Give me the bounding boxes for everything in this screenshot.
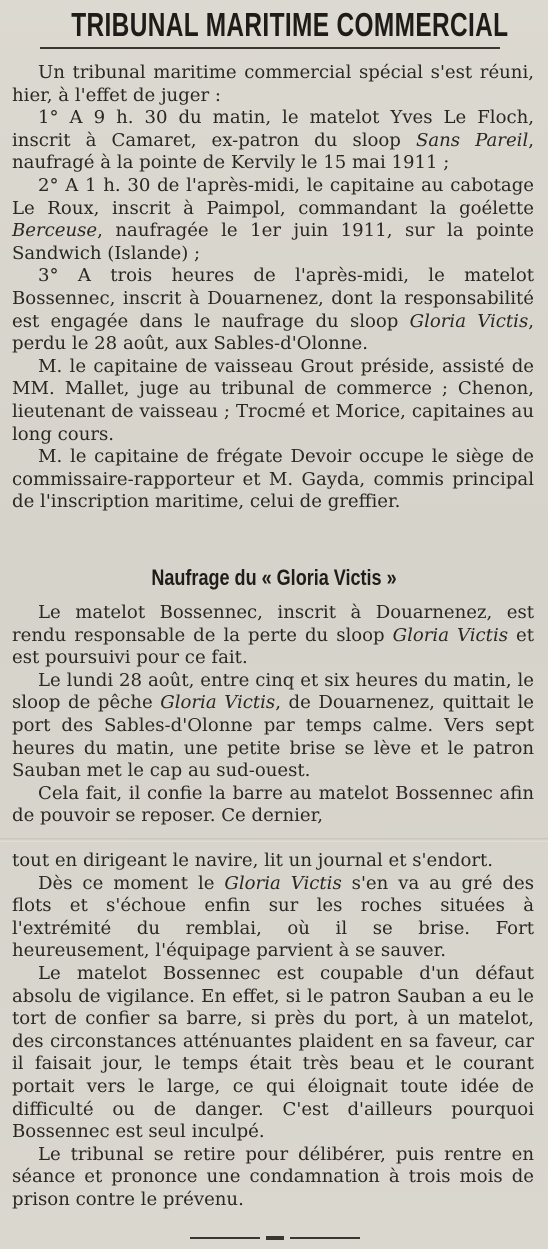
clipping-fold <box>0 838 548 842</box>
paragraph-charge: Le matelot Bossennec, inscrit à Douarnenez, est rendu responsable de la perte du sloop Gloria Victis et est poursuivi pour ce fait. <box>12 602 534 669</box>
ship-name: Sans Pareil <box>415 129 529 151</box>
article-part-1 <box>12 62 534 514</box>
paragraph-departure: Le lundi 28 août, entre cinq et six heures du matin, le sloop de pêche Gloria Victis, de Douarnenez, quittait le port des Sables-d'Olonne par temps calme. Vers sept heures du matin, une petite brise se lève et le patron Sauban met le cap au sud-ouest. <box>12 669 534 782</box>
paragraph-helm: Cela fait, il confie la barre au matelot Bossennec afin de pouvoir se reposer. Ce dernier, <box>12 782 534 827</box>
ship-name: Gloria Victis <box>409 310 529 332</box>
ship-name: Berceuse <box>12 220 98 242</box>
ship-name: Gloria Victis <box>392 624 509 646</box>
paragraph-intro: Un tribunal maritime commercial spécial s'est réuni, hier, à l'effet de juger : <box>12 62 534 106</box>
paragraph-commissioner: M. le capitaine de frégate Devoir occupe le siège de commissaire-rapporteur et M. Gayda, commis principal de l'inscription maritime, celui de greffier. <box>12 446 534 513</box>
article-headline: TRIBUNAL MARITIME COMMERCIAL <box>71 6 509 43</box>
paragraph-continuation: tout en dirigeant le navire, lit un journal et s'endort. <box>12 850 494 871</box>
paragraph-president: M. le capitaine de vaisseau Grout préside, assisté de MM. Mallet, juge au tribunal de commerce ; Chenon, lieutenant de vaisseau ; Trocmé et Morice, capitaines au long cours. <box>12 355 534 445</box>
ship-name: Gloria Victis <box>224 872 342 894</box>
paragraph-case-3: 3° A trois heures de l'après-midi, le matelot Bossennec, inscrit à Douarnenez, dont la responsabilité est engagée dans le naufrage du sloop Gloria Victis, perdu le 28 août, aux Sables-d'Olonne. <box>12 265 534 355</box>
headline-rule <box>40 47 500 49</box>
paragraph-case-1: 1° A 9 h. 30 du matin, le matelot Yves Le Floch, inscrit à Camaret, ex-patron du sloop Sans Pareil, naufragé à la pointe de Kervily le 15 mai 1911 ; <box>12 107 535 174</box>
paragraph-case-2: 2° A 1 h. 30 de l'après-midi, le capitaine au cabotage Le Roux, inscrit à Paimpol, commandant la goélette Berceuse, naufragée le 1er juin 1911, sur la pointe Sandwich (Islande) ; <box>12 174 534 264</box>
paragraph-guilt: Le matelot Bossennec est coupable d'un défaut absolu de vigilance. En effet, si le patron Sauban a eu le tort de confier sa barre, si près du port, à un matelot, des circonstances atténuantes plaident en sa faveur, car il faisait jour, le temps était très beau et le courant portait vers le large, ce qui éloignait toute idée de difficulté ou de danger. C'est d'ailleurs pourquoi Bossennec est seul inculpé. <box>12 962 534 1143</box>
article-part-2 <box>12 602 534 828</box>
paragraph-verdict: Le tribunal se retire pour délibérer, puis rentre en séance et prononce une condamnation à trois mois de prison contre le prévenu. <box>12 1143 534 1210</box>
end-ornament <box>190 1236 360 1240</box>
section-subheading: Naufrage du « Gloria Victis » <box>151 565 397 590</box>
paragraph-wreck: Dès ce moment le Gloria Victis s'en va au gré des flots et s'échoue enfin sur les roches situées à l'extrémité du remblai, où il se brise. Fort heureusement, l'équipage parvient à se sauver. <box>12 872 534 962</box>
ship-name: Gloria Victis <box>160 692 276 714</box>
article-part-3 <box>12 850 534 1212</box>
